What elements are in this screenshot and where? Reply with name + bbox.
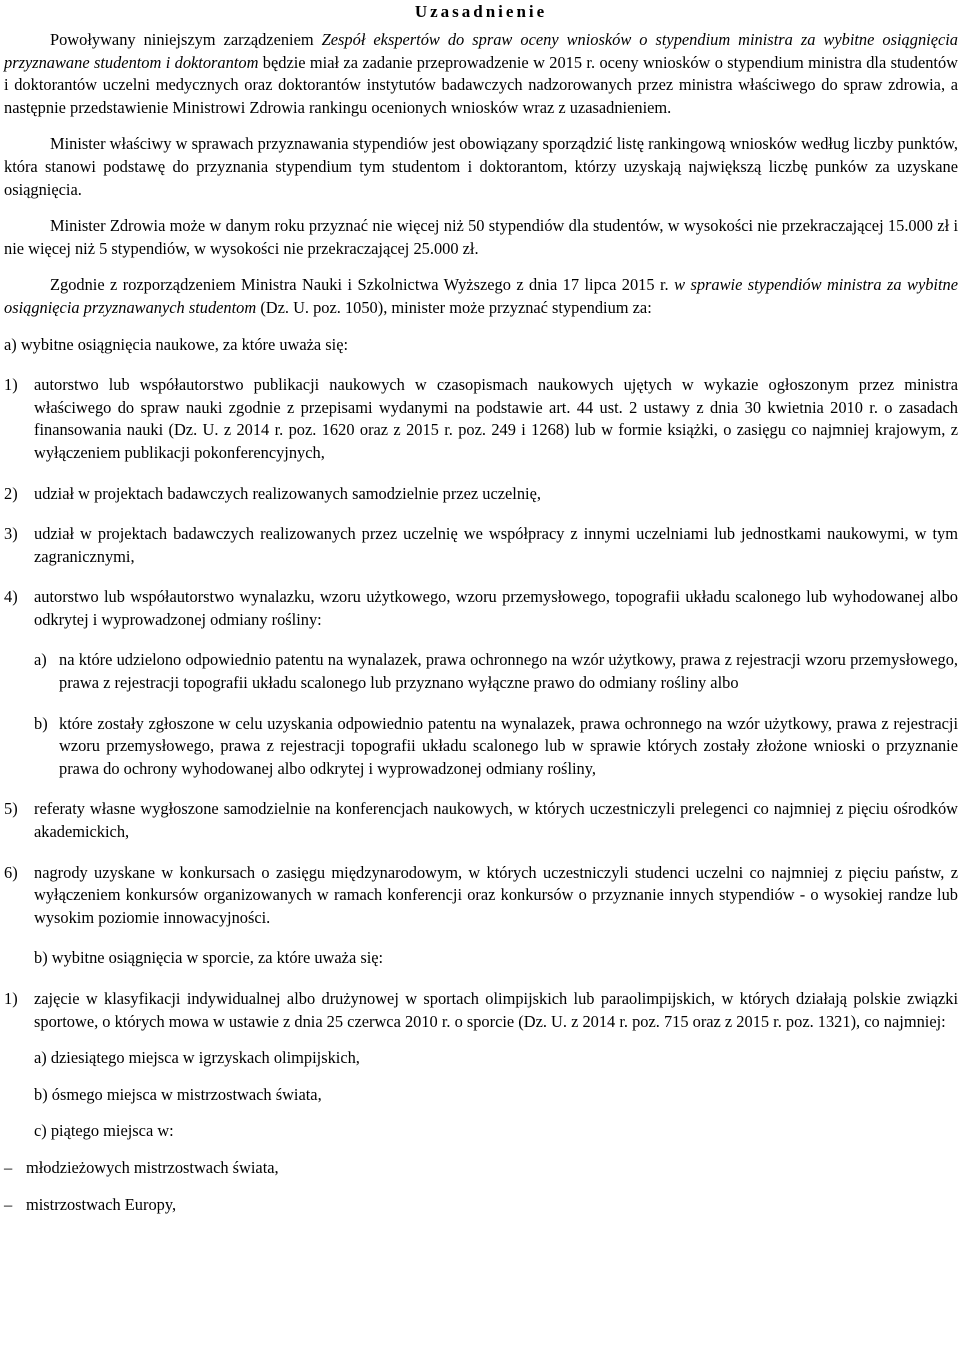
stipend-limits-paragraph: Minister Zdrowia może w danym roku przyznać nie więcej niż 50 stypendiów dla studentów, w wysokości nie przekraczającej 15.000 zł i nie więcej niż 5 stypendiów, w wysokości nie przekraczającej 25.000 zł.: [4, 216, 958, 258]
section-a-heading: a) wybitne osiągnięcia naukowe, za które uważa się:: [4, 334, 349, 354]
regulation-prefix: Zgodnie z rozporządzeniem Ministra Nauki i Szkolnictwa Wyższego z dnia 17 lipca 2015 r.: [50, 275, 675, 295]
regulation-italic: w sprawie stypendiów ministra za wybitne osiągnięcia przyznawanych studentom: [4, 275, 959, 317]
item-number: 1): [4, 375, 18, 395]
list-item: [4, 862, 958, 930]
item-number: 4): [4, 587, 18, 607]
item-number: 3): [4, 524, 18, 544]
sub-list-item: [4, 649, 958, 694]
item-number: 5): [4, 799, 18, 819]
item-number: 6): [4, 862, 18, 882]
item-text: nagrody uzyskane w konkursach o zasięgu międzynarodowym, w których uczestniczyli studenci uczelni co najmniej z pięciu państw, z wyłączeniem konkursów organizowanych w ramach konferencji oraz konkursów o przyznanie innych stypendiów - o wysokiej randze lub wysokim poziomie innowacyjności.: [34, 862, 958, 927]
section-b-heading: b) wybitne osiągnięcia w sporcie, za które uważa się:: [34, 948, 384, 968]
item-text: autorstwo lub współautorstwo publikacji naukowych w czasopismach naukowych ujętych w wykazie ogłoszonym przez ministra właściwego do spraw nauki zgodnie z przepisami wydanymi na podstawie art. 44 ust. 2 ustawy z dnia 30 kwietnia 2010 r. o zasadach finansowania nauki (Dz. U. z 2014 r. poz. 1620 oraz z 2015 r. poz. 249 i 1268) lub w formie książki, o zasięgu co najmniej krajowym, z wyłączeniem publikacji pokonferencyjnych,: [34, 375, 958, 462]
list-item: [4, 374, 958, 464]
document-title: Uzasadnienie: [414, 2, 548, 21]
place-item: b) ósmego miejsca w mistrzostwach świata,: [34, 1084, 322, 1104]
dash-item-text: młodzieżowych mistrzostwach świata,: [26, 1157, 279, 1177]
list-item: [4, 798, 958, 843]
item-text: referaty własne wygłoszone samodzielnie na konferencjach naukowych, w których uczestniczyli prelegenci co najmniej z pięciu ośrodków akademickich,: [34, 799, 958, 842]
place-item: c) piątego miejsca w:: [34, 1121, 174, 1141]
list-item: [4, 483, 958, 506]
intro-paragraph: [4, 29, 958, 119]
dash-item-text: mistrzostwach Europy,: [26, 1194, 177, 1214]
list-item: [4, 523, 958, 568]
sub-item-text: na które udzielono odpowiednio patentu na wynalazek, prawa ochronnego na wzór użytkowy, prawa z rejestracji wzoru przemysłowego, prawa z rejestracji topografii układu scalonego lub przyznano wyłączne prawo do odmiany rośliny albo: [59, 650, 958, 693]
list-item: [4, 988, 958, 1033]
intro-suffix: będzie miał za zadanie przeprowadzenie w 2015 r. oceny wniosków o stypendium ministra dla studentów i doktorantów uczelni medycznych oraz doktorantów instytutów badawczych nadzorowanych przez ministra właściwego do spraw zdrowia, a następnie przedstawienie Ministrowi Zdrowia rankingu ocenionych wniosków wraz z uzasadnieniem.: [4, 52, 958, 117]
intro-italic: Zespół ekspertów do spraw oceny wniosków o stypendium ministra za wybitne osiągnięcia przyznawane studentom i doktorantom: [4, 30, 958, 72]
list-item: [4, 586, 958, 631]
place-item: a) dziesiątego miejsca w igrzyskach olimpijskich,: [34, 1048, 360, 1068]
item-text: udział w projektach badawczych realizowanych samodzielnie przez uczelnię,: [34, 483, 541, 503]
regulation-suffix: (Dz. U. poz. 1050), minister może przyznać stypendium za:: [256, 297, 652, 317]
dash-list-item: [4, 1194, 958, 1217]
sub-item-letter: a): [34, 650, 47, 670]
dash-bullet: –: [4, 1194, 13, 1214]
sub-list-item: [4, 713, 958, 781]
ranking-paragraph: Minister właściwy w sprawach przyznawania stypendiów jest obowiązany sporządzić listę rankingową wniosków według liczby punktów, która stanowi podstawę do przyznania stypendium tym studentom i doktorantom, którzy uzyskają największą liczbę punków za uzyskane osiągnięcia.: [4, 134, 958, 199]
dash-bullet: –: [4, 1157, 13, 1177]
regulation-paragraph: [4, 274, 958, 319]
item-text: autorstwo lub współautorstwo wynalazku, wzoru użytkowego, wzoru przemysłowego, topografii układu scalonego lub wyhodowanej albo odkrytej i wyprowadzonej odmiany rośliny:: [34, 587, 958, 629]
sub-item-letter: b): [34, 713, 48, 733]
item-number: 1): [4, 989, 18, 1008]
item-text: udział w projektach badawczych realizowanych przez uczelnię we współpracy z innymi uczelniami lub jednostkami naukowymi, w tym zagranicznymi,: [34, 524, 958, 566]
intro-prefix: Powoływany niniejszym zarządzeniem: [50, 30, 322, 49]
dash-list-item: [4, 1157, 958, 1180]
item-text: zajęcie w klasyfikacji indywidualnej albo drużynowej w sportach olimpijskich lub paraolimpijskich, w których działają polskie związki sportowe, o których mowa w ustawie z dnia 25 czerwca 2010 r. o sporcie (Dz. U. z 2014 r. poz. 715 oraz z 2015 r. poz. 1321), co najmniej:: [34, 989, 958, 1031]
item-number: 2): [4, 483, 18, 503]
sub-item-text: które zostały zgłoszone w celu uzyskania odpowiednio patentu na wynalazek, prawa ochronnego na wzór użytkowy, prawa z rejestracji wzoru przemysłowego, prawa z rejestracji topografii układu scalonego lub w sprawie których zostały złożone wnioski o przyznanie prawa do ochrony wyhodowanej albo odkrytej i wyprowadzonej odmiany rośliny,: [59, 713, 958, 778]
